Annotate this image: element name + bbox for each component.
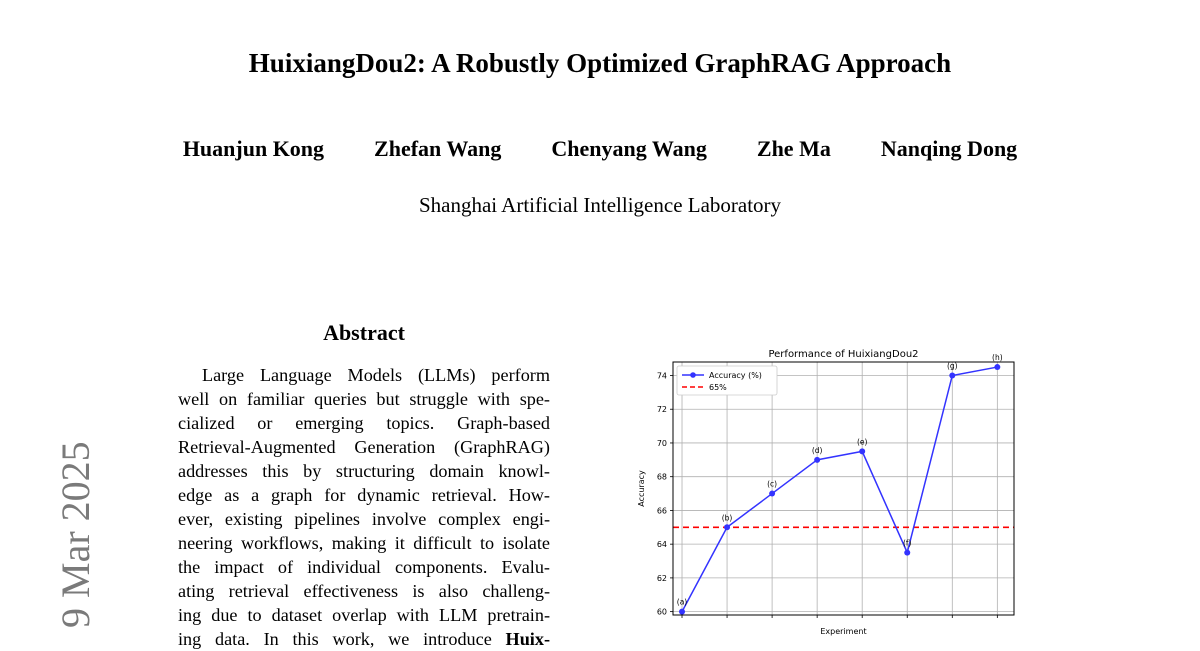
legend-series-marker bbox=[690, 372, 696, 378]
y-axis-label: Accuracy bbox=[637, 470, 646, 507]
data-point bbox=[859, 448, 865, 454]
accuracy-line-chart bbox=[630, 340, 1030, 645]
abstract-line: edge as a graph for dynamic retrieval. How- bbox=[178, 485, 550, 505]
data-point-label: (e) bbox=[856, 437, 868, 447]
abstract-line: addresses this by structuring domain knowl- bbox=[178, 461, 550, 481]
data-point bbox=[994, 364, 1000, 370]
abstract-line: neering workflows, making it difficult to isolate bbox=[178, 533, 550, 553]
author-name: Zhefan Wang bbox=[374, 136, 502, 161]
data-point-label: (f) bbox=[902, 538, 912, 548]
affiliation: Shanghai Artificial Intelligence Laboratory bbox=[418, 193, 782, 217]
author-name: Chenyang Wang bbox=[551, 136, 707, 161]
data-point-label: (c) bbox=[767, 479, 778, 489]
abstract-line: Retrieval-Augmented Generation (GraphRAG) bbox=[178, 437, 550, 457]
data-point bbox=[724, 524, 730, 530]
abstract-line-last bbox=[178, 627, 550, 651]
abstract-body bbox=[178, 363, 550, 651]
x-axis-label: Experiment bbox=[820, 627, 867, 636]
data-point bbox=[679, 609, 685, 615]
abstract-line: ating retrieval effectiveness is also challeng- bbox=[178, 581, 550, 601]
data-point-label: (g) bbox=[946, 361, 958, 371]
abstract-line: ever, existing pipelines involve complex engi- bbox=[178, 509, 550, 529]
data-point-label: (h) bbox=[992, 353, 1003, 363]
y-tick-label: 62 bbox=[656, 573, 667, 583]
y-tick-label: 60 bbox=[656, 607, 667, 617]
abstract-heading: Abstract bbox=[323, 320, 405, 345]
data-point bbox=[949, 372, 955, 378]
abstract-line: ing due to dataset overlap with LLM pretrain- bbox=[178, 605, 550, 625]
y-tick-label: 66 bbox=[656, 506, 667, 516]
author-name: Huanjun Kong bbox=[182, 136, 325, 161]
abstract-line: well on familiar queries but struggle with spe- bbox=[178, 389, 550, 409]
abstract-line-text: ing data. In this work, we introduce bbox=[178, 629, 492, 649]
chart-title: Performance of HuixiangDou2 bbox=[768, 349, 919, 360]
abstract-line: the impact of individual components. Evalu- bbox=[178, 557, 550, 577]
data-point bbox=[904, 550, 910, 556]
author-list bbox=[0, 136, 1200, 162]
y-tick-label: 64 bbox=[656, 540, 667, 550]
legend-series-label: Accuracy (%) bbox=[709, 371, 762, 380]
abstract-bold-name: Huix- bbox=[505, 629, 551, 649]
author-name: Nanqing Dong bbox=[880, 136, 1018, 161]
data-point bbox=[769, 491, 775, 497]
plot-frame bbox=[673, 362, 1014, 615]
y-tick-label: 74 bbox=[656, 371, 667, 381]
legend-reference-label: 65% bbox=[709, 383, 727, 392]
paper-title: HuixiangDou2: A Robustly Optimized GraphRAG Approach bbox=[248, 48, 952, 78]
abstract-line: cialized or emerging topics. Graph-based bbox=[178, 413, 550, 433]
data-point bbox=[814, 457, 820, 463]
data-point-label: (a) bbox=[676, 597, 688, 607]
y-tick-label: 72 bbox=[656, 405, 667, 415]
series-line-accuracy bbox=[682, 367, 997, 612]
arxiv-side-date: 9 Mar 2025 bbox=[53, 441, 98, 628]
abstract-line: Large Language Models (LLMs) perform bbox=[202, 365, 550, 385]
y-tick-label: 70 bbox=[656, 438, 667, 448]
data-point-label: (b) bbox=[721, 513, 733, 523]
author-name: Zhe Ma bbox=[756, 136, 831, 161]
data-point-label: (d) bbox=[811, 445, 823, 455]
y-tick-label: 68 bbox=[656, 472, 667, 482]
